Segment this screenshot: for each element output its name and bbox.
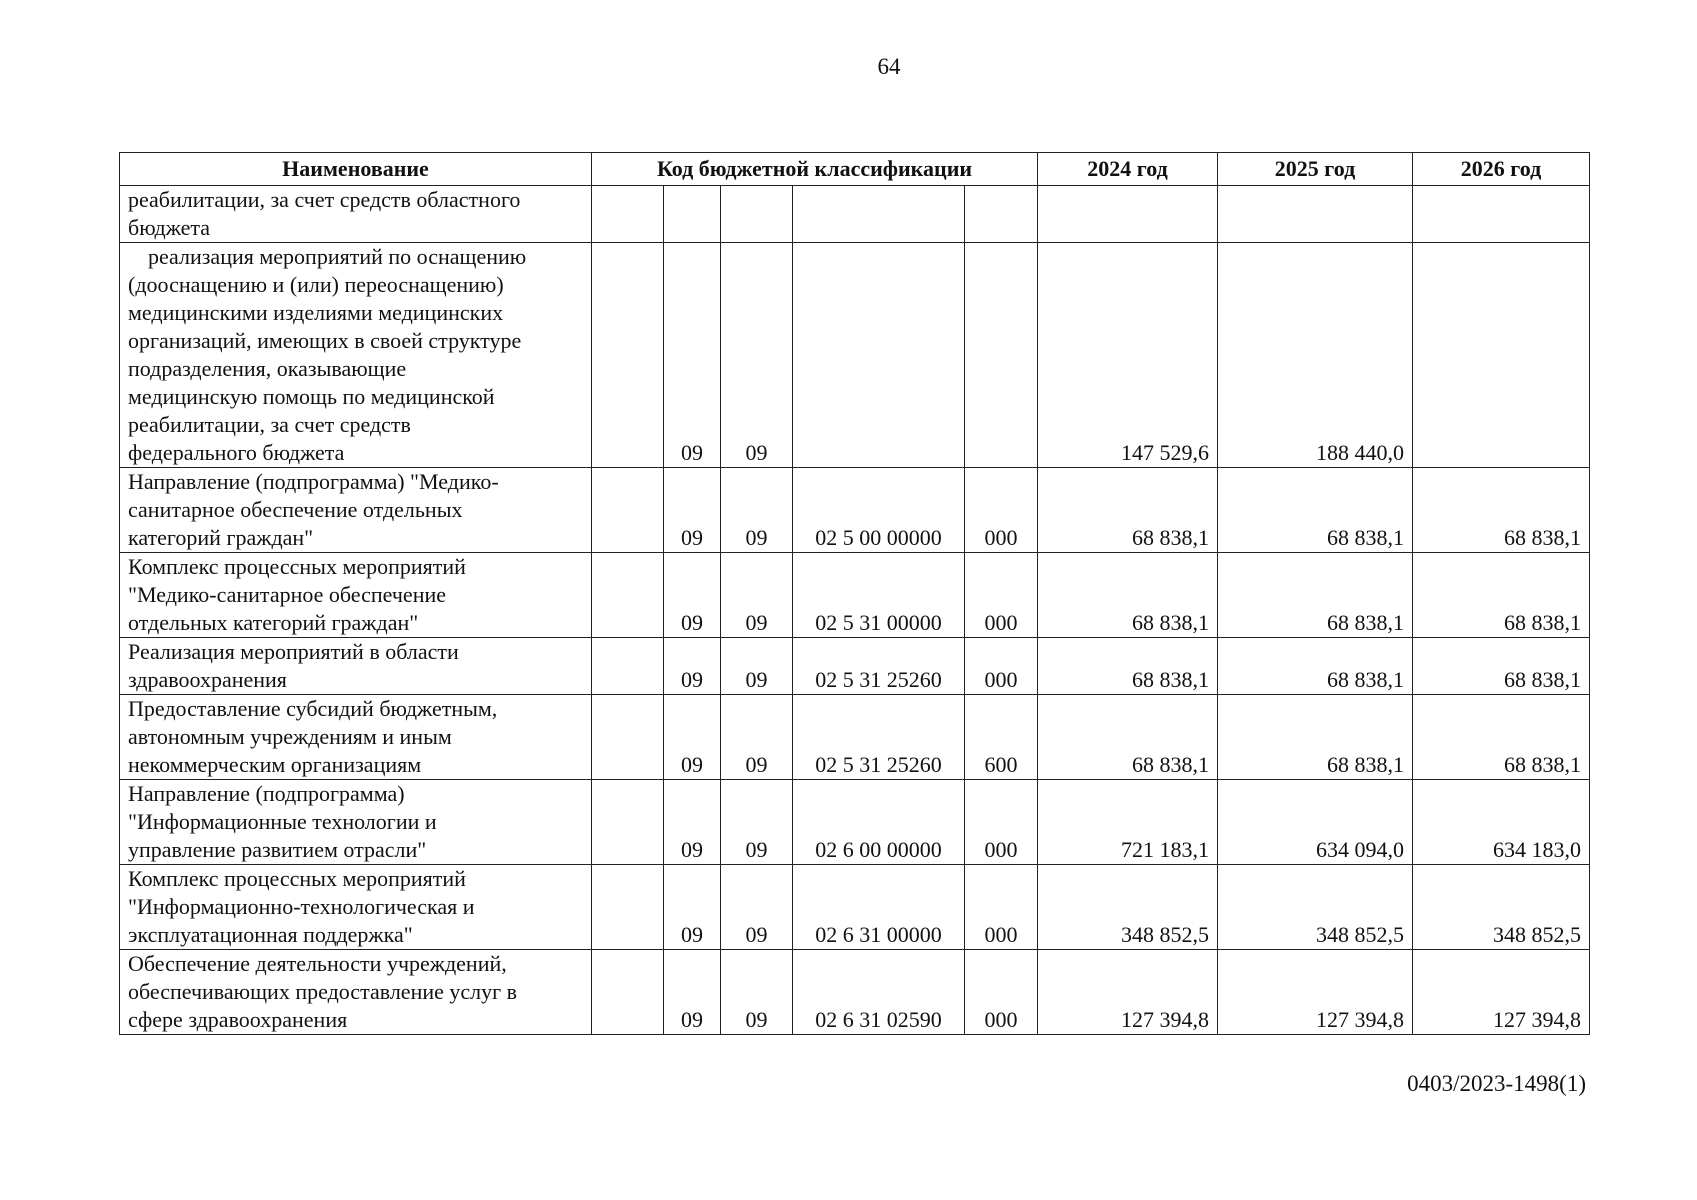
code-target-article: 02 5 31 00000	[793, 553, 965, 638]
value-2024: 127 394,8	[1038, 950, 1218, 1035]
value-2025: 127 394,8	[1218, 950, 1413, 1035]
value-2024: 68 838,1	[1038, 468, 1218, 553]
value-2025: 634 094,0	[1218, 780, 1413, 865]
row-name-line: (дооснащению и (или) переоснащению)	[128, 272, 504, 297]
document-code: 0403/2023-1498(1)	[1407, 1071, 1586, 1096]
code-section: 09	[664, 468, 721, 553]
value-2025: 348 852,5	[1218, 865, 1413, 950]
row-name-line: Обеспечение деятельности учреждений,	[128, 951, 507, 976]
page-number: 64	[877, 54, 901, 79]
value-2026: 68 838,1	[1413, 468, 1590, 553]
value-2026: 127 394,8	[1413, 950, 1590, 1035]
table-row	[120, 638, 1590, 695]
code-col-0	[592, 865, 664, 950]
row-name	[120, 638, 592, 695]
code-subsection: 09	[721, 553, 793, 638]
code-expense-type: 000	[965, 950, 1038, 1035]
row-name	[120, 553, 592, 638]
row-name-line: медицинскими изделиями медицинских	[128, 300, 504, 325]
code-expense-type: 000	[965, 865, 1038, 950]
row-name-line: реабилитации, за счет средств	[128, 412, 411, 437]
code-expense-type	[965, 243, 1038, 468]
header-2025: 2025 год	[1218, 153, 1413, 186]
row-name	[120, 950, 592, 1035]
row-name-line: подразделения, оказывающие	[128, 356, 407, 381]
table-row	[120, 186, 1590, 243]
code-section: 09	[664, 243, 721, 468]
code-subsection: 09	[721, 780, 793, 865]
code-expense-type: 000	[965, 638, 1038, 695]
value-2025: 68 838,1	[1218, 553, 1413, 638]
table-row	[120, 553, 1590, 638]
row-name-line: Комплекс процессных мероприятий	[128, 866, 466, 891]
value-2025: 68 838,1	[1218, 638, 1413, 695]
code-expense-type: 000	[965, 780, 1038, 865]
row-name-line: "Информационные технологии и	[128, 809, 437, 834]
row-name-line: категорий граждан"	[128, 525, 314, 550]
value-2024: 68 838,1	[1038, 695, 1218, 780]
code-target-article	[793, 186, 965, 243]
row-name	[120, 243, 592, 468]
row-name	[120, 468, 592, 553]
value-2024: 348 852,5	[1038, 865, 1218, 950]
table-row	[120, 468, 1590, 553]
code-col-0	[592, 695, 664, 780]
value-2026: 68 838,1	[1413, 638, 1590, 695]
row-name-line: "Информационно-технологическая и	[128, 894, 475, 919]
code-col-0	[592, 553, 664, 638]
code-section: 09	[664, 950, 721, 1035]
row-name	[120, 865, 592, 950]
header-code: Код бюджетной классификации	[592, 153, 1038, 186]
row-name-line: медицинскую помощь по медицинской	[128, 384, 495, 409]
value-2026: 634 183,0	[1413, 780, 1590, 865]
value-2026: 68 838,1	[1413, 553, 1590, 638]
code-section	[664, 186, 721, 243]
value-2024: 68 838,1	[1038, 638, 1218, 695]
code-col-0	[592, 780, 664, 865]
value-2025: 188 440,0	[1218, 243, 1413, 468]
code-col-0	[592, 638, 664, 695]
code-section: 09	[664, 695, 721, 780]
row-name-line: санитарное обеспечение отдельных	[128, 497, 463, 522]
row-name-line: некоммерческим организациям	[128, 752, 422, 777]
header-2024: 2024 год	[1038, 153, 1218, 186]
row-name-line: Комплекс процессных мероприятий	[128, 554, 466, 579]
value-2026	[1413, 186, 1590, 243]
code-section: 09	[664, 553, 721, 638]
table-row	[120, 780, 1590, 865]
code-subsection: 09	[721, 638, 793, 695]
value-2025: 68 838,1	[1218, 695, 1413, 780]
value-2024: 147 529,6	[1038, 243, 1218, 468]
code-subsection: 09	[721, 468, 793, 553]
value-2026	[1413, 243, 1590, 468]
table-body	[120, 186, 1590, 1035]
code-target-article: 02 5 00 00000	[793, 468, 965, 553]
row-name-line: реабилитации, за счет средств областного	[128, 187, 521, 212]
code-target-article	[793, 243, 965, 468]
code-subsection	[721, 186, 793, 243]
table-row	[120, 243, 1590, 468]
code-target-article: 02 6 31 00000	[793, 865, 965, 950]
code-expense-type: 000	[965, 553, 1038, 638]
table-row	[120, 950, 1590, 1035]
code-col-0	[592, 186, 664, 243]
row-name-line: сфере здравоохранения	[128, 1007, 348, 1032]
code-section: 09	[664, 865, 721, 950]
row-name-line: бюджета	[128, 215, 211, 240]
row-name-line: Направление (подпрограмма) "Медико-	[128, 469, 499, 494]
row-name-line: федерального бюджета	[128, 440, 345, 465]
row-name-line: отдельных категорий граждан"	[128, 610, 419, 635]
code-subsection: 09	[721, 865, 793, 950]
code-col-0	[592, 950, 664, 1035]
table-row	[120, 865, 1590, 950]
code-target-article: 02 5 31 25260	[793, 695, 965, 780]
code-col-0	[592, 243, 664, 468]
row-name-line: управление развитием отрасли"	[128, 837, 427, 862]
row-name-line: "Медико-санитарное обеспечение	[128, 582, 447, 607]
row-name-line	[128, 243, 583, 271]
value-2024: 68 838,1	[1038, 553, 1218, 638]
value-2024: 721 183,1	[1038, 780, 1218, 865]
row-name-line: эксплуатационная поддержка"	[128, 922, 413, 947]
code-target-article: 02 6 00 00000	[793, 780, 965, 865]
row-name-line: обеспечивающих предоставление услуг в	[128, 979, 518, 1004]
code-expense-type	[965, 186, 1038, 243]
code-expense-type: 000	[965, 468, 1038, 553]
row-name	[120, 780, 592, 865]
code-expense-type: 600	[965, 695, 1038, 780]
code-section: 09	[664, 638, 721, 695]
table-header-row	[120, 153, 1590, 186]
row-name-line: Реализация мероприятий в области	[128, 639, 459, 664]
code-subsection: 09	[721, 243, 793, 468]
code-section: 09	[664, 780, 721, 865]
code-target-article: 02 5 31 25260	[793, 638, 965, 695]
value-2026: 68 838,1	[1413, 695, 1590, 780]
row-name-line: Направление (подпрограмма)	[128, 781, 405, 806]
value-2025	[1218, 186, 1413, 243]
row-name	[120, 695, 592, 780]
row-name-line: автономным учреждениям и иным	[128, 724, 452, 749]
value-2024	[1038, 186, 1218, 243]
row-name-line: организаций, имеющих в своей структуре	[128, 328, 522, 353]
value-2026: 348 852,5	[1413, 865, 1590, 950]
budget-table	[119, 152, 1590, 1035]
code-col-0	[592, 468, 664, 553]
table-row	[120, 695, 1590, 780]
code-subsection: 09	[721, 695, 793, 780]
row-name-line: Предоставление субсидий бюджетным,	[128, 696, 498, 721]
row-name-line: здравоохранения	[128, 667, 287, 692]
header-2026: 2026 год	[1413, 153, 1590, 186]
value-2025: 68 838,1	[1218, 468, 1413, 553]
header-name: Наименование	[120, 153, 592, 186]
code-subsection: 09	[721, 950, 793, 1035]
row-name-text: реализация мероприятий по оснащению	[148, 244, 527, 269]
code-target-article: 02 6 31 02590	[793, 950, 965, 1035]
row-name	[120, 186, 592, 243]
